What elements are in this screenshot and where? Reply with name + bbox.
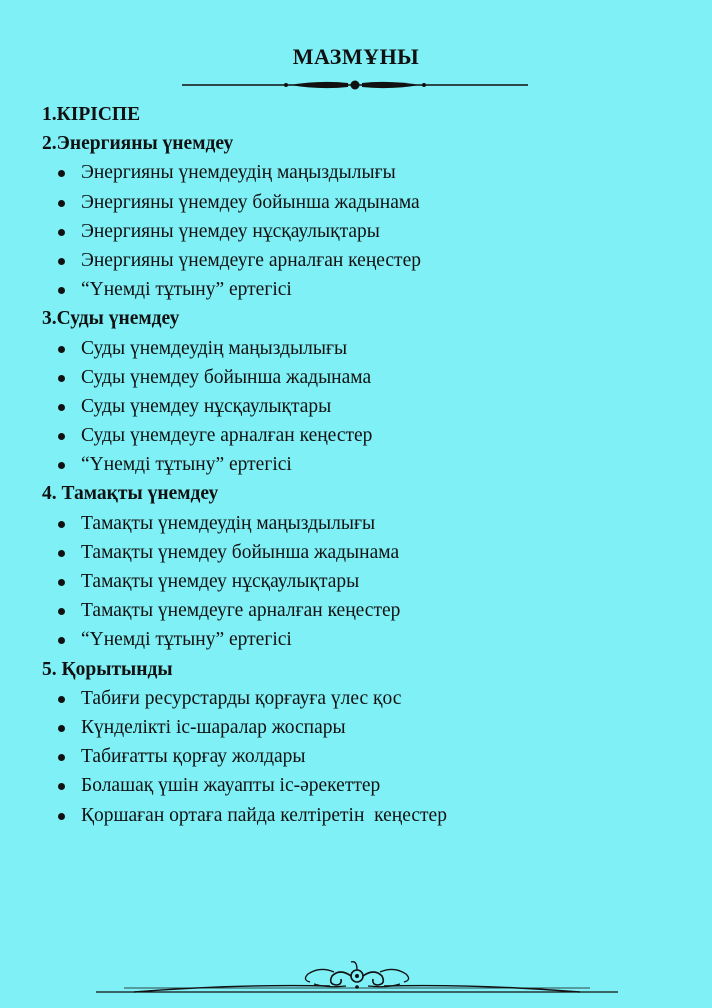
- list-item: [42, 275, 682, 304]
- list-item: [42, 771, 682, 800]
- bullet-icon: [58, 287, 65, 294]
- bullet-icon: [58, 550, 65, 557]
- list-item-label: Суды үнемдеуге арналған кеңестер: [81, 425, 373, 447]
- list-item-label: Табиғи ресурстарды қорғауға үлес қос: [81, 687, 402, 709]
- bullet-icon: [58, 783, 65, 790]
- bullet-icon: [58, 258, 65, 265]
- list-item-label: “Үнемді тұтыну” ертегісі: [81, 279, 292, 301]
- list-item-label: Энергияны үнемдеу бойынша жадынама: [81, 191, 420, 213]
- list-item-label: “Үнемді тұтыну” ертегісі: [81, 454, 292, 476]
- list-item-label: Тамақты үнемдеудің маңыздылығы: [81, 512, 376, 534]
- bullet-icon: [58, 608, 65, 615]
- page-title: МАЗМҰНЫ: [292, 44, 420, 69]
- list-item: [42, 421, 682, 450]
- list-item-label: Суды үнемдеудің маңыздылығы: [81, 337, 348, 359]
- list-item: [42, 217, 682, 246]
- bullet-icon: [58, 637, 65, 644]
- list-item-label: “Үнемді тұтыну” ертегісі: [81, 629, 292, 651]
- list-item-label: Тамақты үнемдеу бойынша жадынама: [81, 541, 400, 563]
- bullet-icon: [58, 725, 65, 732]
- bullet-icon: [58, 375, 65, 382]
- list-item: [42, 246, 682, 275]
- bullet-icon: [58, 404, 65, 411]
- section-heading-introduction: 1.КІРІСПЕ: [42, 104, 141, 125]
- list-item-label: Энергияны үнемдеудің маңыздылығы: [81, 162, 396, 184]
- list-item: [42, 801, 682, 830]
- list-item: [42, 625, 682, 654]
- list-item-label: Тамақты үнемдеу нұсқаулықтары: [81, 571, 360, 592]
- bullet-icon: [58, 170, 65, 177]
- flourish-ornament-icon: [94, 958, 620, 998]
- list-item: [42, 392, 682, 421]
- table-of-contents: [42, 100, 682, 830]
- list-item: [42, 334, 682, 363]
- bullet-icon: [58, 813, 65, 820]
- section-heading-food: 4. Тамақты үнемдеу: [42, 483, 219, 505]
- list-item: [42, 742, 682, 771]
- list-item: [42, 509, 682, 538]
- list-item: [42, 450, 682, 479]
- list-item: [42, 567, 682, 596]
- bullet-icon: [58, 433, 65, 440]
- bullet-icon: [58, 754, 65, 761]
- list-item-label: Энергияны үнемдеуге арналған кеңестер: [81, 249, 421, 271]
- list-item: [42, 684, 682, 713]
- section-heading-conclusion: 5. Қорытынды: [42, 658, 173, 680]
- ornamental-divider-icon: [180, 76, 530, 94]
- list-item-label: Табиғатты қорғау жолдары: [81, 746, 306, 768]
- list-item: [42, 713, 682, 742]
- list-item-label: Күнделікті іс-шаралар жоспары: [81, 716, 346, 738]
- list-item-label: Суды үнемдеу нұсқаулықтары: [81, 395, 332, 417]
- bullet-icon: [58, 579, 65, 586]
- list-item: [42, 363, 682, 392]
- bullet-icon: [58, 521, 65, 528]
- list-item: [42, 596, 682, 625]
- bullet-icon: [58, 696, 65, 703]
- bullet-icon: [58, 346, 65, 353]
- list-item: [42, 538, 682, 567]
- list-item-label: Қоршаған ортаға пайда келтіретін кеңестер: [81, 804, 447, 826]
- list-item-label: Энергияны үнемдеу нұсқаулықтары: [81, 220, 380, 242]
- bullet-icon: [58, 229, 65, 236]
- section-heading-energy: 2.Энергияны үнемдеу: [42, 133, 234, 155]
- list-item: [42, 158, 682, 187]
- bullet-icon: [58, 462, 65, 469]
- bullet-icon: [58, 200, 65, 207]
- list-item: [42, 188, 682, 217]
- section-heading-water: 3.Суды үнемдеу: [42, 308, 180, 330]
- list-item-label: Суды үнемдеу бойынша жадынама: [81, 366, 372, 388]
- list-item-label: Болашақ үшін жауапты іс-әрекеттер: [81, 775, 381, 797]
- list-item-label: Тамақты үнемдеуге арналған кеңестер: [81, 600, 401, 622]
